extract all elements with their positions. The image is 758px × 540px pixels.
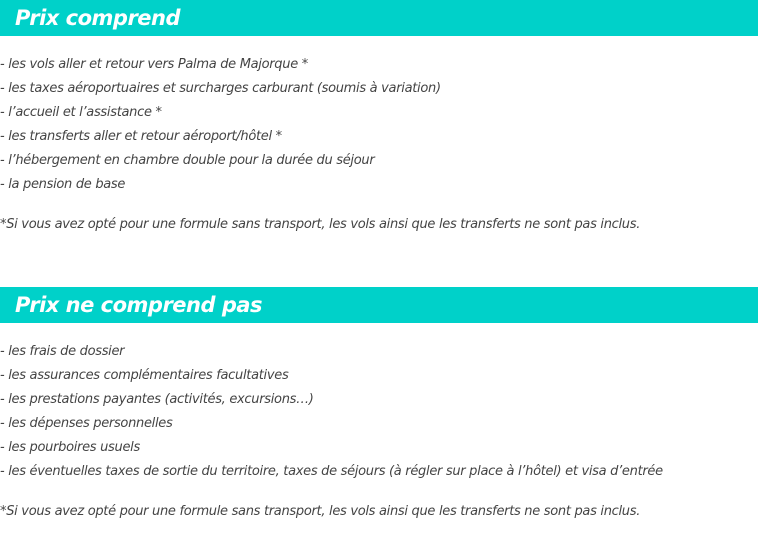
list-item: - les taxes aéroportuaires et surcharges carburant (soumis à variation) — [0, 81, 441, 96]
list-item: - les transferts aller et retour aéroport/hôtel * — [0, 129, 282, 144]
list-item: - les pourboires usuels — [0, 440, 140, 455]
excluded-heading: Prix ne comprend pas — [0, 287, 758, 323]
list-item: - les éventuelles taxes de sortie du territoire, taxes de séjours (à régler sur place à l’hôtel) et visa d’entrée — [0, 464, 663, 479]
included-note: *Si vous avez opté pour une formule sans transport, les vols ainsi que les transferts ne sont pas inclus. — [0, 217, 641, 232]
excluded-list — [0, 340, 663, 484]
list-item: - les dépenses personnelles — [0, 416, 173, 431]
list-item: - l’accueil et l’assistance * — [0, 105, 162, 120]
list-item: - la pension de base — [0, 177, 126, 192]
list-item: - les assurances complémentaires facultatives — [0, 368, 289, 383]
included-heading: Prix comprend — [0, 0, 758, 36]
list-item: - l’hébergement en chambre double pour la durée du séjour — [0, 153, 375, 168]
included-list — [0, 53, 441, 197]
list-item: - les vols aller et retour vers Palma de Majorque * — [0, 57, 308, 72]
excluded-note: *Si vous avez opté pour une formule sans transport, les vols ainsi que les transferts ne sont pas inclus. — [0, 504, 641, 519]
list-item: - les prestations payantes (activités, excursions…) — [0, 392, 314, 407]
list-item: - les frais de dossier — [0, 344, 125, 359]
